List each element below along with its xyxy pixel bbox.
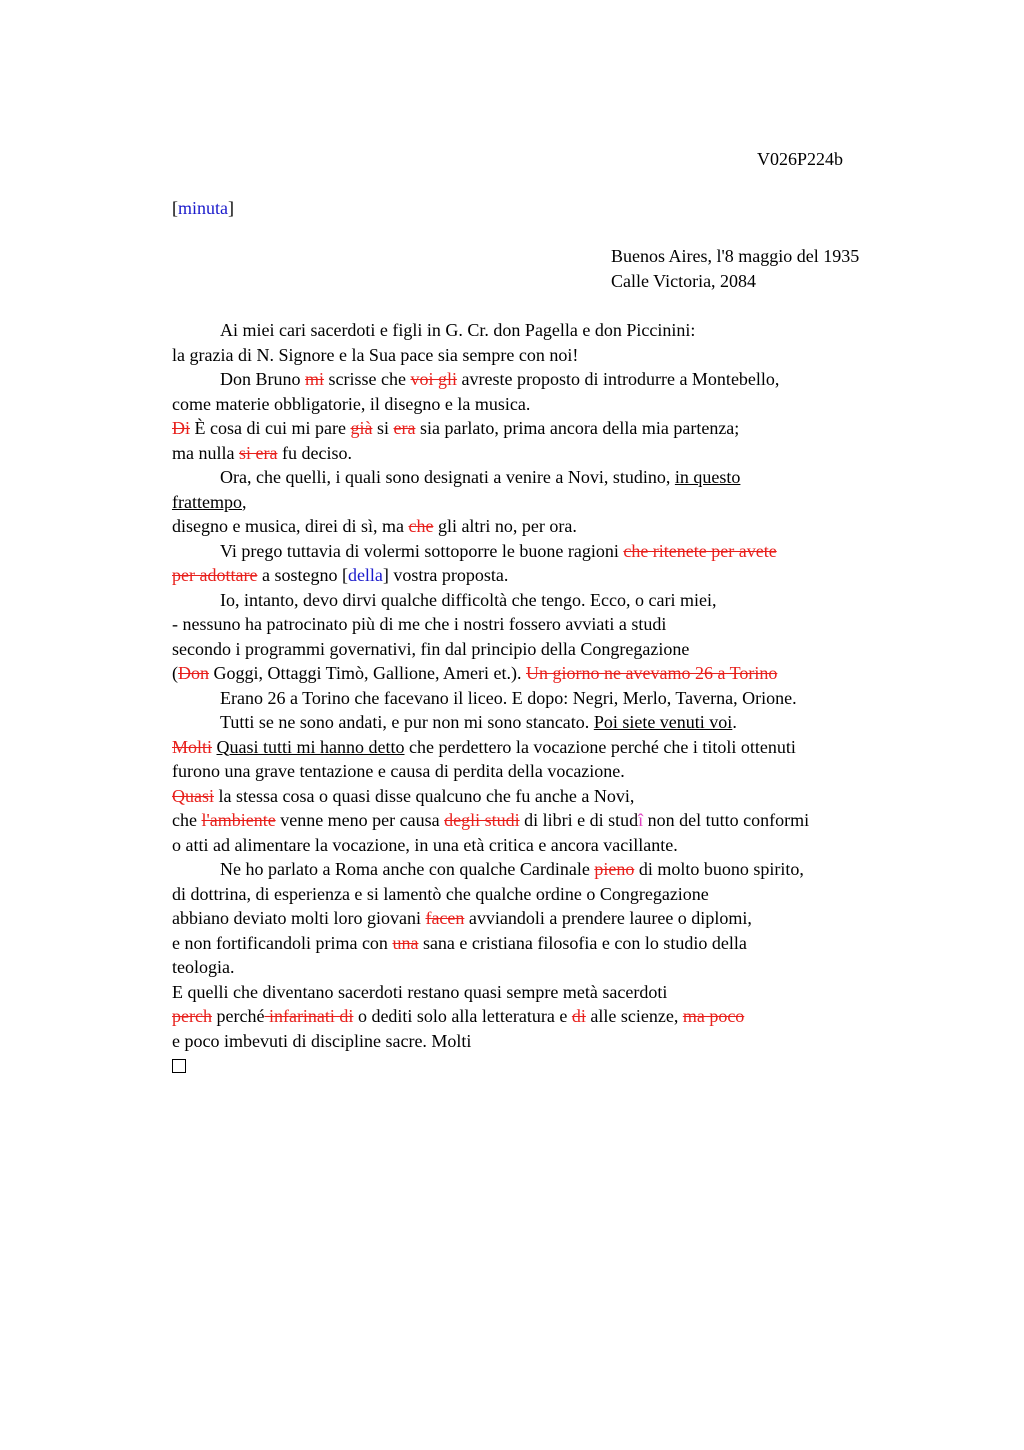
deleted-word: facen bbox=[425, 908, 465, 928]
bracket-open: [ bbox=[172, 198, 178, 218]
text-line: la grazia di N. Signore e la Sua pace sia sempre con noi! bbox=[172, 344, 579, 365]
text-line bbox=[172, 661, 932, 686]
text-line: di dottrina, di esperienza e si lamentò che qualche ordine o Congregazione bbox=[172, 883, 709, 904]
underlined-text: frattempo bbox=[172, 491, 242, 512]
text-run: venne meno per causa bbox=[275, 810, 445, 830]
text-line: o atti ad alimentare la vocazione, in una età critica e ancora vacillante. bbox=[172, 834, 678, 855]
text-run: la stessa cosa o quasi disse qualcuno che fu anche a Novi, bbox=[214, 785, 635, 806]
address: Calle Victoria, 2084 bbox=[611, 271, 757, 291]
deleted-word: infarinati di bbox=[264, 1006, 354, 1026]
text-run: che perdettero la vocazione perché che i titoli ottenuti bbox=[404, 736, 796, 757]
text-line: Erano 26 a Torino che facevano il liceo. E dopo: Negri, Merlo, Taverna, Orione. bbox=[220, 687, 797, 708]
text-line bbox=[172, 784, 932, 809]
bracket-close: ] bbox=[228, 198, 234, 218]
text-line bbox=[172, 465, 932, 490]
text-run: Tutti se ne sono andati, e pur non mi sono stancato. bbox=[220, 712, 594, 732]
text-line bbox=[172, 710, 932, 735]
text-run: o dediti solo alla letteratura e bbox=[353, 1006, 572, 1026]
text-line bbox=[172, 735, 932, 760]
end-marker-line bbox=[172, 1053, 932, 1078]
deleted-word: degli studi bbox=[444, 810, 520, 830]
text-run: sana e cristiana filosofia e con lo studio della bbox=[418, 932, 747, 953]
text-line: e poco imbevuti di discipline sacre. Molti bbox=[172, 1030, 472, 1051]
text-run: ma nulla bbox=[172, 442, 239, 463]
text-run: gli altri no, per ora. bbox=[433, 516, 577, 536]
text-run: ( bbox=[172, 663, 178, 683]
text-line bbox=[172, 857, 932, 882]
text-run: e non fortificandoli prima con bbox=[172, 932, 393, 953]
text-run: avviandoli a prendere lauree o diplomi, bbox=[464, 908, 752, 928]
text-run: Goggi, Ottaggi Timò, Gallione, Ameri et.). bbox=[209, 663, 526, 683]
text-line: come materie obbligatorie, il disegno e la musica. bbox=[172, 393, 531, 414]
deleted-word: perch bbox=[172, 1006, 212, 1026]
deleted-word: per adottare bbox=[172, 565, 258, 585]
text-run: perché bbox=[211, 1006, 265, 1026]
text-run: disegno e musica, direi di sì, ma bbox=[172, 516, 409, 536]
text-run: non del tutto conformi bbox=[643, 810, 810, 830]
deleted-word: Molti bbox=[172, 736, 213, 757]
text-run: che bbox=[172, 810, 202, 830]
text-run: Ora, che quelli, i quali sono designati a venire a Novi, studino, bbox=[220, 467, 675, 487]
text-run: scrisse che bbox=[324, 369, 411, 389]
text-run: sia parlato, prima ancora della mia partenza; bbox=[415, 418, 740, 438]
place-date: Buenos Aires, l'8 maggio del 1935 bbox=[611, 246, 860, 266]
text-run: di libri e di stud bbox=[519, 810, 639, 830]
text-line: Io, intanto, devo dirvi qualche difficoltà che tengo. Ecco, o cari miei, bbox=[220, 589, 717, 610]
deleted-word: Un giorno ne avevamo 26 a Torino bbox=[526, 663, 778, 683]
text-run: Don Bruno bbox=[220, 369, 305, 389]
deleted-word: l'ambiente bbox=[201, 810, 276, 830]
deleted-word: ma poco bbox=[682, 1006, 745, 1026]
deleted-word: voi gli bbox=[410, 369, 457, 389]
reference-code: V026P224b bbox=[757, 149, 844, 169]
deleted-word: di bbox=[571, 1006, 586, 1026]
deleted-word: Don bbox=[178, 663, 209, 683]
deleted-word: che bbox=[408, 516, 434, 536]
underlined-text: in questo bbox=[674, 467, 741, 487]
text-line bbox=[172, 367, 932, 392]
square-icon bbox=[172, 1059, 186, 1073]
draft-label-word: minuta bbox=[178, 198, 228, 218]
text-line bbox=[172, 1004, 932, 1029]
text-run: abbiano deviato molti loro giovani bbox=[172, 908, 426, 928]
text-line: Ai miei cari sacerdoti e figli in G. Cr. don Pagella e don Piccinini: bbox=[220, 320, 696, 340]
deleted-word: una bbox=[392, 932, 419, 953]
underlined-text: Quasi tutti mi hanno detto bbox=[216, 736, 405, 757]
text-run: Vi prego tuttavia di volermi sottoporre le buone ragioni bbox=[220, 540, 624, 561]
deleted-word: era bbox=[393, 418, 416, 438]
deleted-word: pieno bbox=[594, 859, 635, 879]
text-run: alle scienze, bbox=[585, 1006, 683, 1026]
text-line: E quelli che diventano sacerdoti restano quasi sempre metà sacerdoti bbox=[172, 981, 668, 1002]
text-line: - nessuno ha patrocinato più di me che i nostri fossero avviati a studi bbox=[172, 614, 667, 634]
text-run: avreste proposto di introdurre a Montebello, bbox=[457, 369, 780, 389]
letter-body bbox=[172, 318, 932, 1078]
text-run: È cosa di cui mi pare bbox=[190, 418, 351, 438]
deleted-word: già bbox=[350, 418, 373, 438]
text-line: secondo i programmi governativi, fin dal principio della Congregazione bbox=[172, 638, 690, 659]
text-run: fu deciso. bbox=[277, 442, 352, 463]
text-line bbox=[172, 416, 932, 441]
text-line bbox=[172, 490, 932, 515]
draft-label bbox=[172, 196, 234, 220]
text-run: . bbox=[732, 712, 737, 732]
text-line: furono una grave tentazione e causa di perdita della vocazione. bbox=[172, 761, 625, 781]
marked-letter: î bbox=[638, 810, 644, 830]
text-run: a sostegno [ bbox=[257, 565, 348, 585]
text-run: ] vostra proposta. bbox=[382, 565, 509, 585]
text-line bbox=[172, 906, 932, 931]
text-line: teologia. bbox=[172, 957, 235, 977]
deleted-word: Quasi bbox=[172, 785, 214, 806]
deleted-word: si era bbox=[238, 442, 278, 463]
text-line bbox=[172, 563, 932, 588]
text-run: si bbox=[372, 418, 394, 438]
text-line bbox=[172, 808, 932, 833]
underlined-text: Poi siete venuti voi bbox=[593, 712, 733, 732]
text-line bbox=[172, 441, 932, 466]
text-line bbox=[172, 539, 932, 564]
text-line bbox=[172, 931, 932, 956]
editorial-insertion: della bbox=[347, 565, 383, 585]
text-line bbox=[172, 514, 932, 539]
deleted-word: Di bbox=[172, 418, 190, 438]
text-run: Ne ho parlato a Roma anche con qualche Cardinale bbox=[220, 859, 595, 879]
text-run: di molto buono spirito, bbox=[634, 859, 804, 879]
place-date-block bbox=[611, 244, 859, 294]
text-run: , bbox=[241, 491, 247, 512]
deleted-word: che ritenete per avete bbox=[623, 540, 777, 561]
deleted-word: mi bbox=[305, 369, 325, 389]
